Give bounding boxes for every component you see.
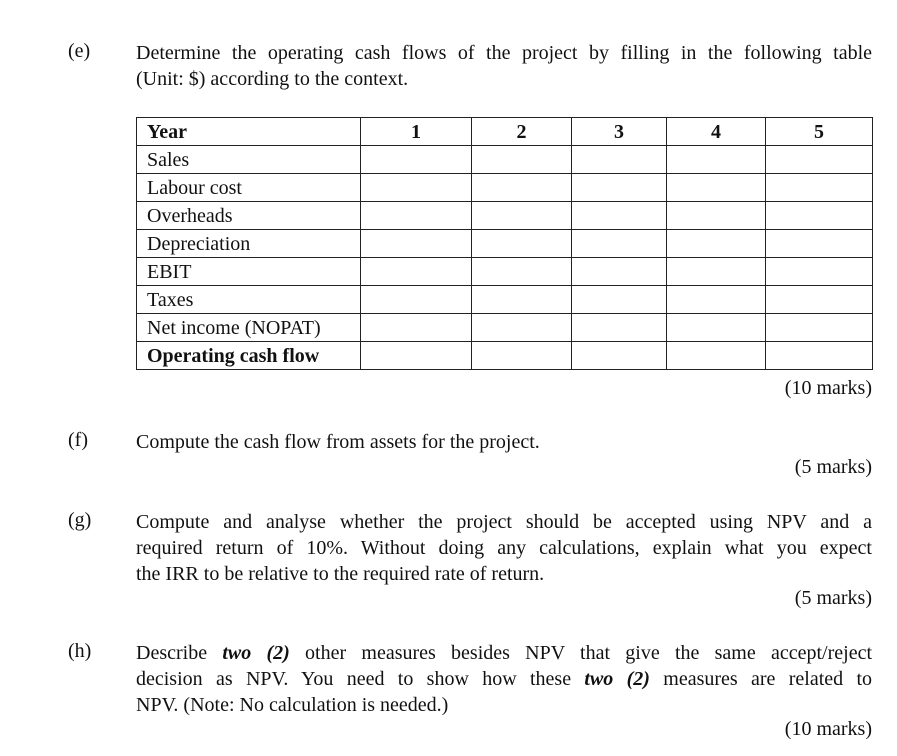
table-cell[interactable]: [766, 286, 873, 314]
operating-cash-flow-table: [136, 117, 873, 370]
question-e-line-2: (Unit: $) according to the context.: [136, 68, 409, 90]
question-f-marks: (5 marks): [794, 456, 872, 478]
table-cell[interactable]: [472, 146, 572, 174]
table-header-row: [137, 118, 873, 146]
row-label-overheads: Overheads: [137, 202, 361, 230]
table-cell[interactable]: [361, 314, 472, 342]
row-label-labour-cost: Labour cost: [137, 174, 361, 202]
question-e-line-1: Determine the operating cash flows of the project by filling in the following table: [136, 42, 872, 64]
table-cell[interactable]: [472, 258, 572, 286]
table-row: [137, 286, 873, 314]
table-cell[interactable]: [572, 174, 667, 202]
table-cell[interactable]: [667, 202, 766, 230]
table-header-year-3: 3: [572, 118, 667, 146]
table-row: [137, 230, 873, 258]
question-h-line-1: [136, 640, 872, 666]
table-header-year-1: 1: [361, 118, 472, 146]
table-header-year-2: 2: [472, 118, 572, 146]
question-e-marks: (10 marks): [784, 377, 872, 399]
table-cell[interactable]: [361, 230, 472, 258]
row-label-ebit: EBIT: [137, 258, 361, 286]
question-g-line-2: required return of 10%. Without doing any calculations, explain what you expect: [136, 537, 872, 559]
table-row: [137, 258, 873, 286]
question-f-line-1: Compute the cash flow from assets for the project.: [136, 431, 540, 453]
table-cell[interactable]: [361, 202, 472, 230]
question-h-line-1-post: other measures besides NPV that give the same accept/reject: [305, 642, 873, 664]
question-g-marks: (5 marks): [794, 587, 872, 609]
row-label-sales: Sales: [137, 146, 361, 174]
question-h-line-2: [136, 666, 872, 692]
question-h-label: (h): [68, 640, 92, 662]
table-cell[interactable]: [361, 174, 472, 202]
question-h-line-2-pre: decision as NPV. You need to show how these: [136, 668, 572, 690]
row-label-depreciation: Depreciation: [137, 230, 361, 258]
table-cell[interactable]: [766, 202, 873, 230]
table-cell[interactable]: [667, 174, 766, 202]
table-header-year-5: 5: [766, 118, 873, 146]
question-g-label: (g): [68, 509, 92, 531]
table-cell[interactable]: [766, 174, 873, 202]
table-row: [137, 174, 873, 202]
table-row: [137, 314, 873, 342]
table-cell[interactable]: [472, 202, 572, 230]
question-h-line-3: NPV. (Note: No calculation is needed.): [136, 694, 449, 716]
table-cell[interactable]: [572, 258, 667, 286]
table-row: [137, 342, 873, 370]
table-cell[interactable]: [361, 258, 472, 286]
question-h-text: [136, 640, 872, 718]
question-e-text: [136, 40, 872, 92]
table-cell[interactable]: [766, 146, 873, 174]
table-cell[interactable]: [472, 230, 572, 258]
table-cell[interactable]: [472, 342, 572, 370]
table-cell[interactable]: [766, 342, 873, 370]
question-h-line-2-emphasis: two (2): [584, 668, 650, 690]
table-cell[interactable]: [766, 230, 873, 258]
question-h-line-1-pre: Describe: [136, 642, 208, 664]
table-cell[interactable]: [472, 286, 572, 314]
table-cell[interactable]: [766, 258, 873, 286]
question-g-line-1: Compute and analyse whether the project should be accepted using NPV and a: [136, 511, 872, 533]
table-cell[interactable]: [572, 230, 667, 258]
table-header-year-4: 4: [667, 118, 766, 146]
table-cell[interactable]: [667, 286, 766, 314]
row-label-taxes: Taxes: [137, 286, 361, 314]
question-f-label: (f): [68, 429, 88, 451]
row-label-net-income: Net income (NOPAT): [137, 314, 361, 342]
table-header-year: Year: [137, 118, 361, 146]
question-h-line-1-emphasis: two (2): [222, 642, 290, 664]
row-label-operating-cash-flow: Operating cash flow: [137, 342, 361, 370]
table-row: [137, 202, 873, 230]
table-cell[interactable]: [667, 342, 766, 370]
table-cell[interactable]: [667, 314, 766, 342]
table-cell[interactable]: [572, 314, 667, 342]
table-cell[interactable]: [572, 342, 667, 370]
table-row: [137, 146, 873, 174]
table-cell[interactable]: [766, 314, 873, 342]
table-cell[interactable]: [572, 202, 667, 230]
table-cell[interactable]: [361, 342, 472, 370]
table-cell[interactable]: [361, 146, 472, 174]
table-cell[interactable]: [667, 146, 766, 174]
question-h-line-2-post: measures are related to: [663, 668, 873, 690]
question-g-text: [136, 509, 872, 587]
question-e-label: (e): [68, 40, 91, 62]
question-h-marks: (10 marks): [784, 718, 872, 740]
table-cell[interactable]: [572, 146, 667, 174]
table-cell[interactable]: [472, 314, 572, 342]
question-g-line-3: the IRR to be relative to the required rate of return.: [136, 563, 545, 585]
table-cell[interactable]: [572, 286, 667, 314]
question-f-text: [136, 429, 872, 455]
table-cell[interactable]: [361, 286, 472, 314]
table-cell[interactable]: [472, 174, 572, 202]
table-cell[interactable]: [667, 258, 766, 286]
table-cell[interactable]: [667, 230, 766, 258]
